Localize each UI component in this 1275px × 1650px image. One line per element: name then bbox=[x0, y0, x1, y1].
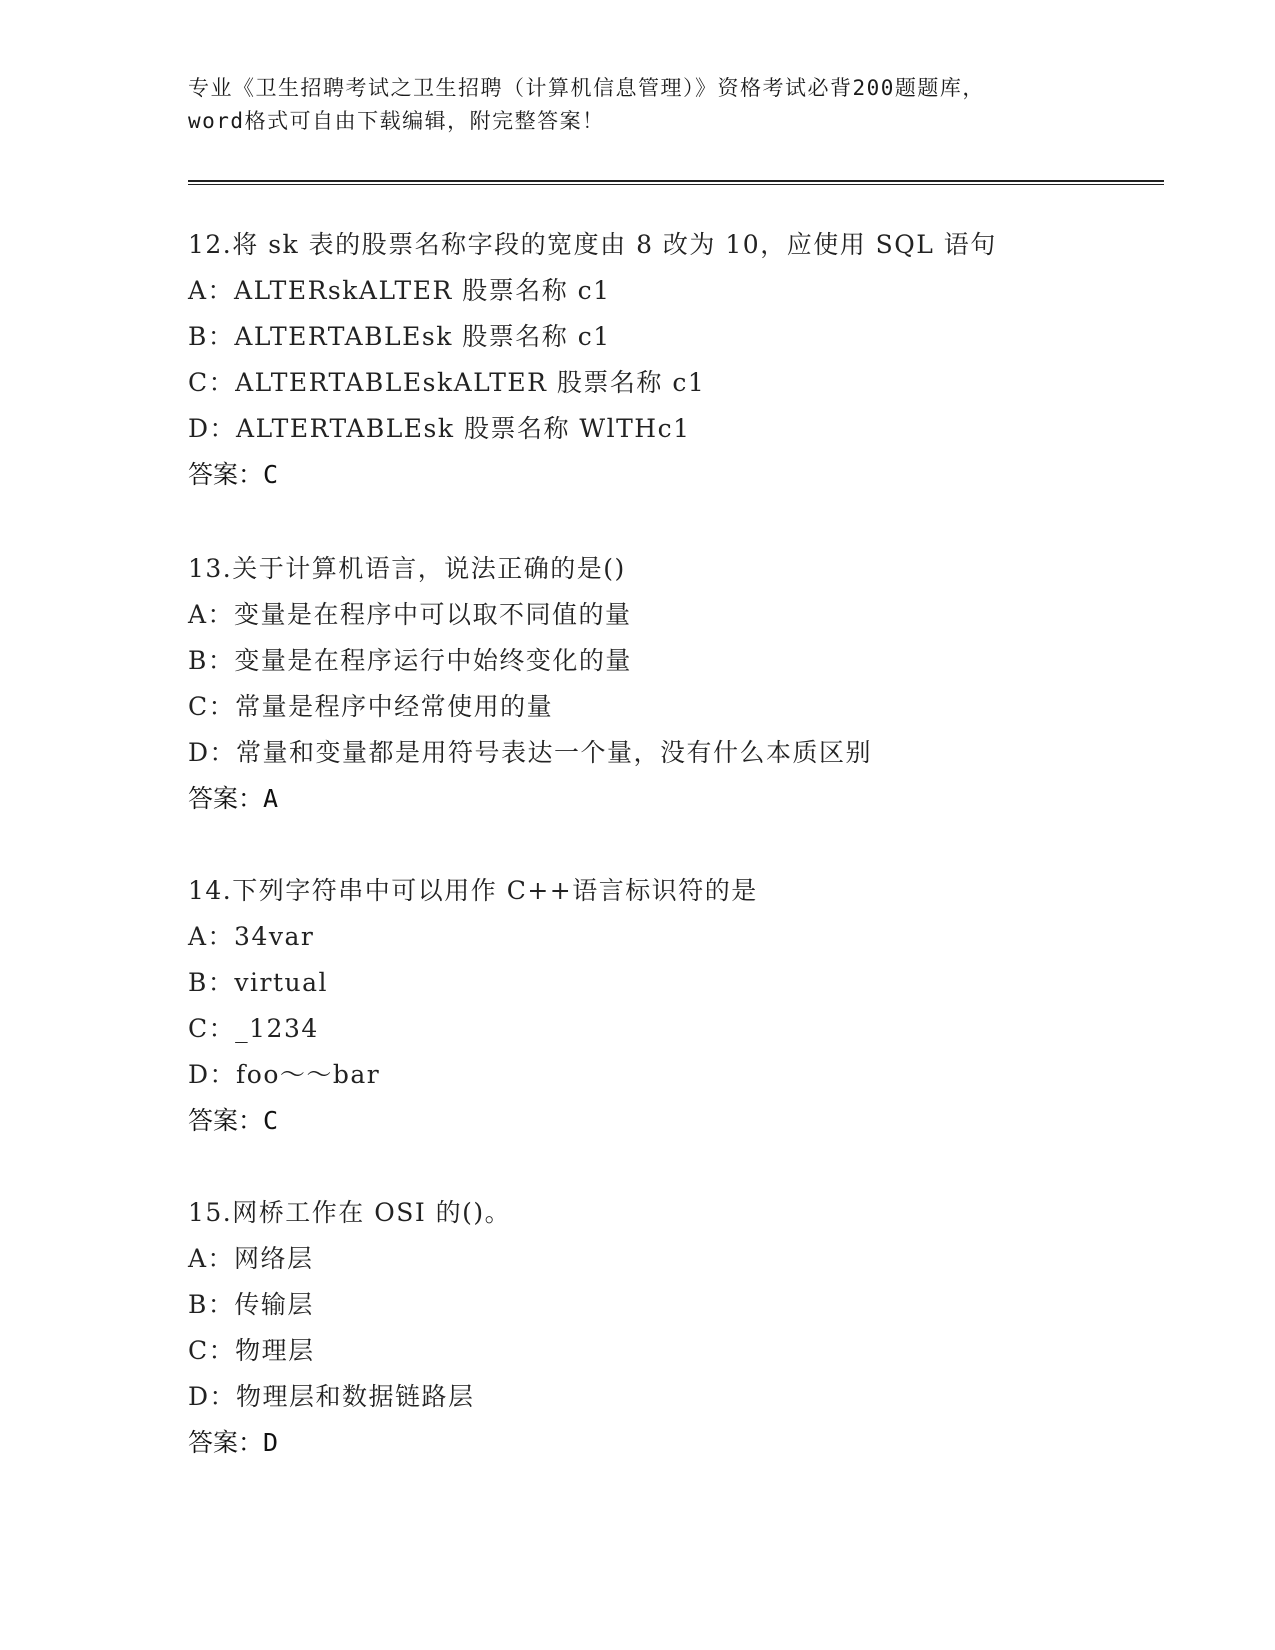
option-a: A：ALTERskALTER 股票名称 c1 bbox=[188, 276, 611, 305]
option-c: C：_1234 bbox=[188, 1014, 319, 1043]
option-d: D：常量和变量都是用符号表达一个量，没有什么本质区别 bbox=[188, 738, 873, 767]
option-d: D：物理层和数据链路层 bbox=[188, 1382, 475, 1411]
option-b: B：virtual bbox=[188, 968, 328, 997]
option-b: B：ALTERTABLEsk 股票名称 c1 bbox=[188, 322, 611, 351]
question-15 bbox=[188, 1190, 1168, 1466]
question-stem: 12.将 sk 表的股票名称字段的宽度由 8 改为 10，应使用 SQL 语句 bbox=[188, 230, 997, 259]
option-b: B：传输层 bbox=[188, 1290, 314, 1319]
header-divider-thin bbox=[188, 184, 1164, 185]
header-line-1: 专业《卫生招聘考试之卫生招聘（计算机信息管理）》资格考试必背200题题库， bbox=[188, 76, 985, 100]
answer: 答案：A bbox=[188, 784, 279, 813]
header-divider-thick bbox=[188, 180, 1164, 182]
question-14 bbox=[188, 868, 1168, 1144]
option-b: B：变量是在程序运行中始终变化的量 bbox=[188, 646, 632, 675]
question-12 bbox=[188, 222, 1168, 498]
question-stem: 14.下列字符串中可以用作 C++语言标识符的是 bbox=[188, 876, 758, 905]
answer: 答案：D bbox=[188, 1428, 279, 1457]
option-a: A：变量是在程序中可以取不同值的量 bbox=[188, 600, 632, 629]
answer: 答案：C bbox=[188, 1106, 279, 1135]
question-stem: 13.关于计算机语言，说法正确的是() bbox=[188, 554, 626, 583]
option-c: C：ALTERTABLEskALTER 股票名称 c1 bbox=[188, 368, 706, 397]
question-stem: 15.网桥工作在 OSI 的()。 bbox=[188, 1198, 512, 1227]
question-13 bbox=[188, 546, 1168, 822]
option-c: C：常量是程序中经常使用的量 bbox=[188, 692, 554, 721]
document-header bbox=[188, 72, 1088, 138]
option-d: D：ALTERTABLEsk 股票名称 WlTHc1 bbox=[188, 414, 691, 443]
header-line-2: word格式可自由下载编辑，附完整答案！ bbox=[188, 109, 605, 133]
option-d: D：foo～～bar bbox=[188, 1060, 381, 1089]
option-c: C：物理层 bbox=[188, 1336, 315, 1365]
answer: 答案：C bbox=[188, 460, 279, 489]
option-a: A：网络层 bbox=[188, 1244, 314, 1273]
option-a: A：34var bbox=[188, 922, 315, 951]
